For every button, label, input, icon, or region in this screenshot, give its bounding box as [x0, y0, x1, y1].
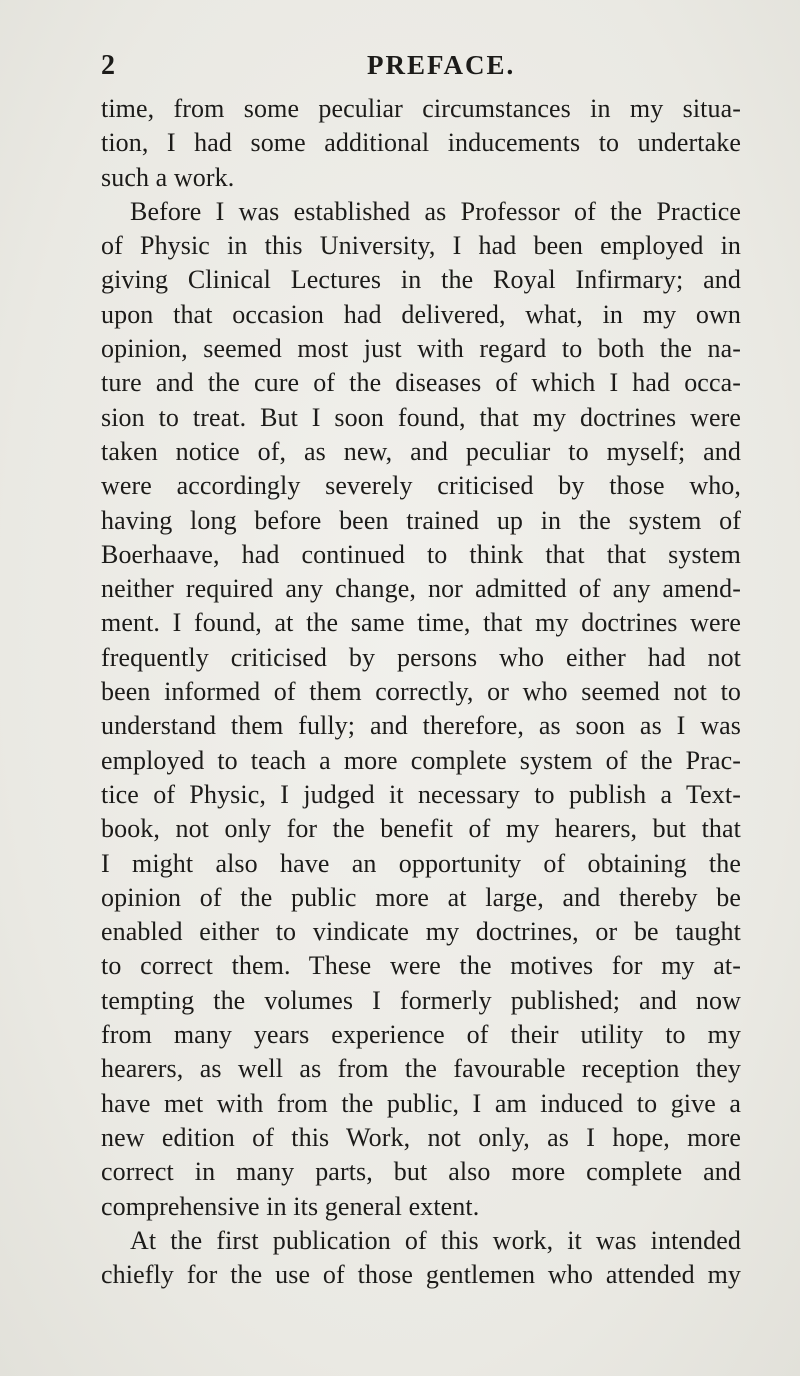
text-line: taken notice of, as new, and peculiar to myself; and: [101, 436, 741, 466]
text-line: understand them fully; and therefore, as soon as I was: [101, 711, 741, 741]
text-line: comprehensive in its general extent.: [101, 1191, 480, 1221]
text-line: tempting the volumes I formerly published; and now: [101, 985, 741, 1015]
text-line: opinion, seemed most just with regard to both the na-: [101, 334, 741, 364]
body-text: [101, 92, 741, 1292]
text-line: to correct them. These were the motives for my at-: [101, 951, 741, 981]
text-line: opinion of the public more at large, and thereby be: [101, 882, 741, 912]
text-line: chiefly for the use of those gentlemen who attended my: [101, 1260, 741, 1290]
text-line: ment. I found, at the same time, that my doctrines were: [101, 608, 741, 638]
text-line: been informed of them correctly, or who seemed not to: [101, 677, 741, 707]
text-line: enabled either to vindicate my doctrines, or be taught: [101, 917, 741, 947]
text-line: Boerhaave, had continued to think that that system: [101, 539, 741, 569]
text-line: time, from some peculiar circumstances in my situa-: [101, 94, 741, 123]
text-line: having long before been trained up in the system of: [101, 505, 741, 535]
text-line: sion to treat. But I soon found, that my doctrines were: [101, 402, 741, 432]
text-line: upon that occasion had delivered, what, in my own: [101, 299, 741, 329]
text-line: from many years experience of their utility to my: [101, 1020, 741, 1050]
text-line: employed to teach a more complete system of the Prac-: [101, 745, 741, 775]
text-line: tice of Physic, I judged it necessary to publish a Text-: [101, 779, 741, 809]
running-head: PREFACE.: [367, 50, 516, 80]
text-line: were accordingly severely criticised by those who,: [101, 471, 741, 501]
text-line: giving Clinical Lectures in the Royal Infirmary; and: [101, 265, 741, 295]
text-line: have met with from the public, I am induced to give a: [101, 1088, 741, 1118]
text-line: correct in many parts, but also more complete and: [101, 1157, 741, 1187]
page-number: 2: [101, 50, 116, 81]
text-line: hearers, as well as from the favourable reception they: [101, 1054, 741, 1084]
text-line: tion, I had some additional inducements to undertake: [101, 128, 741, 158]
text-line: book, not only for the benefit of my hearers, but that: [101, 814, 741, 844]
text-line: such a work.: [101, 162, 235, 192]
text-line: of Physic in this University, I had been employed in: [101, 231, 741, 261]
text-line: new edition of this Work, not only, as I hope, more: [101, 1122, 741, 1152]
text-line: At the first publication of this work, it was intended: [130, 1225, 741, 1255]
page-header: [101, 50, 741, 90]
text-line: Before I was established as Professor of the Practice: [130, 196, 741, 226]
text-line: neither required any change, nor admitted of any amend-: [101, 574, 741, 604]
text-line: ture and the cure of the diseases of which I had occa-: [101, 368, 741, 398]
text-line: I might also have an opportunity of obtaining the: [101, 848, 741, 878]
text-line: frequently criticised by persons who either had not: [101, 642, 741, 672]
